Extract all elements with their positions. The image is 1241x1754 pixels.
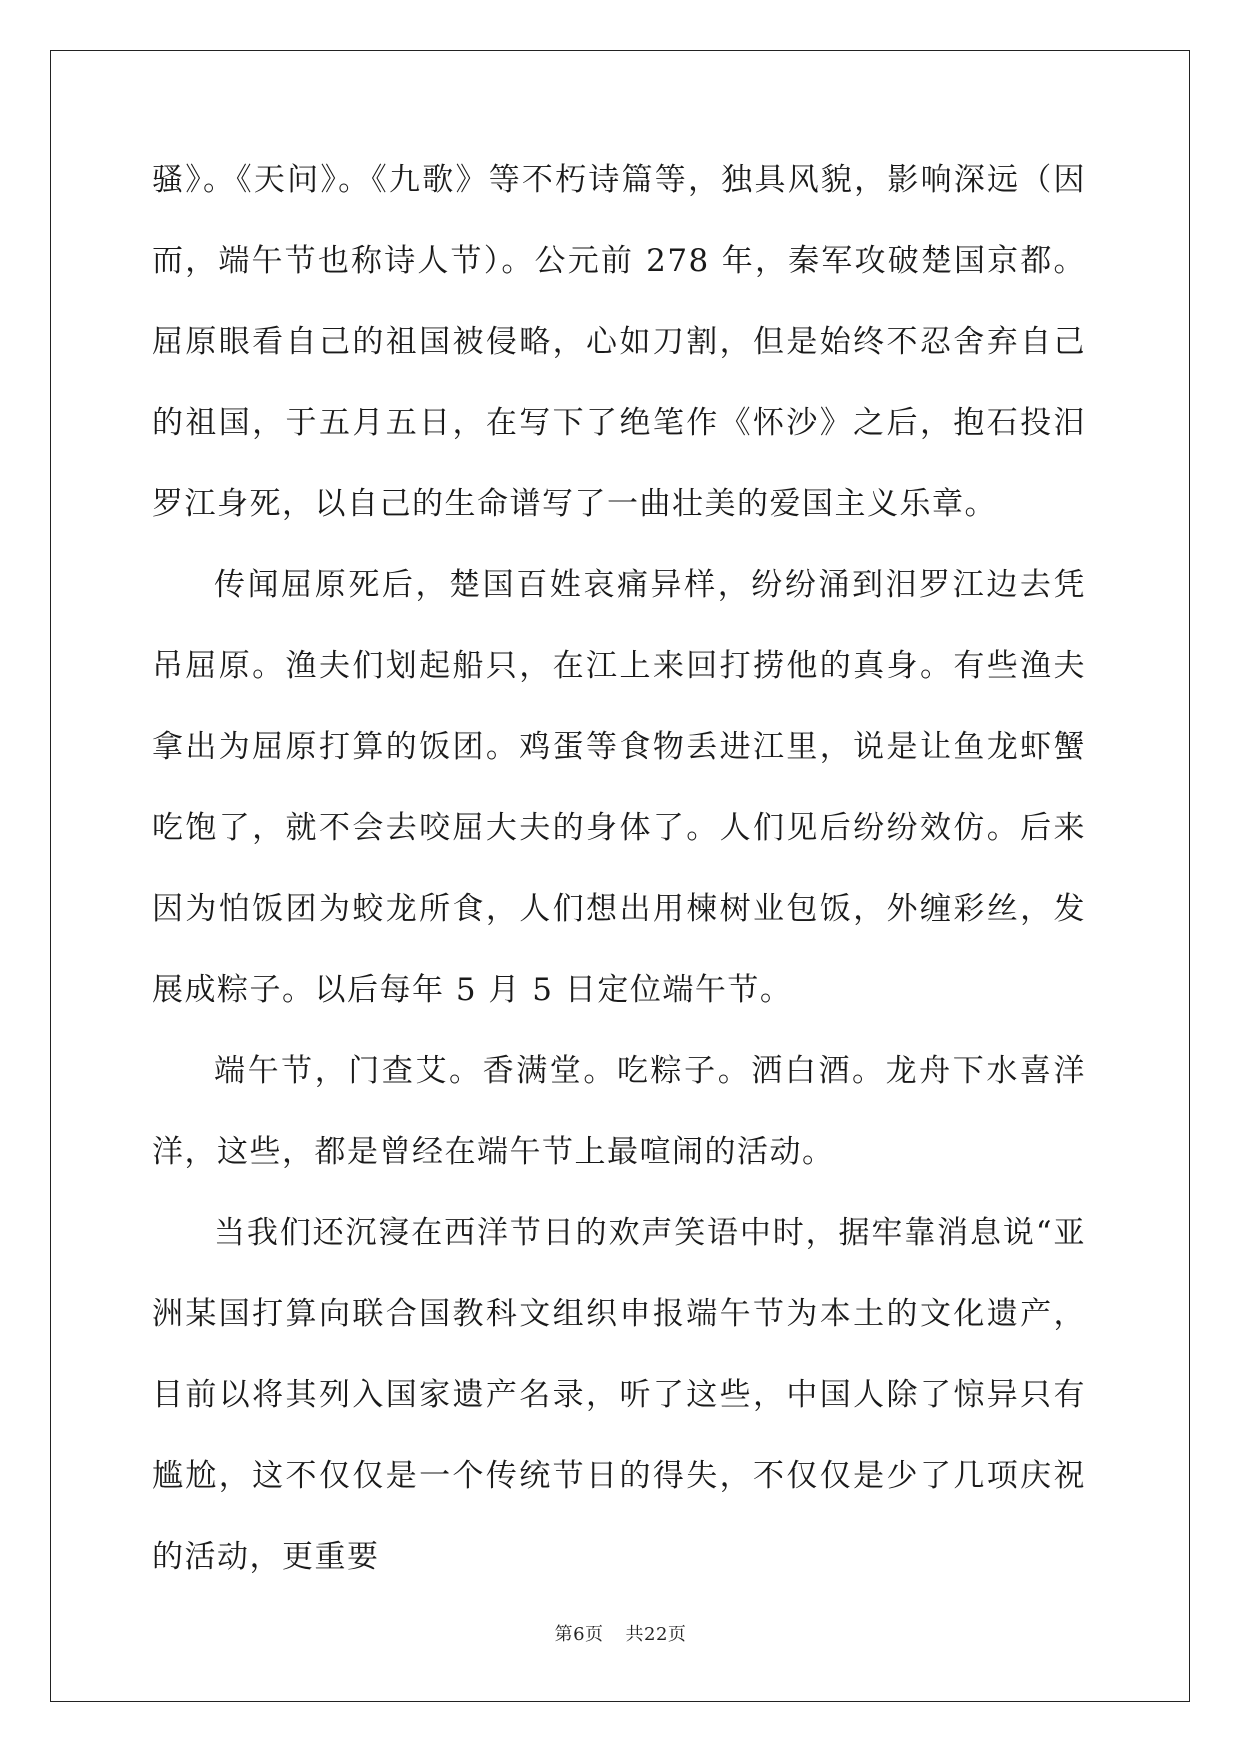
paragraph-1: 骚》。《天问》。《九歌》等不朽诗篇等，独具风貌，影响深远（因而，端午节也称诗人节）。公元前 278 年，秦军攻破楚国京都。屈原眼看自己的祖国被侵略，心如刀割，但是始终不忍舍弃自己的祖国，于五月五日，在写下了绝笔作《怀沙》之后，抱石投汨罗江身死，以自己的生命谱写了一曲壮美的爱国主义乐章。 <box>152 162 1086 522</box>
paragraph-4: 当我们还沉寖在西洋节日的欢声笑语中时，据牢靠消息说“亚洲某国打算向联合国教科文组织申报端午节为本土的文化遗产，目前以将其列入国家遗产名录，听了这些，中国人除了惊异只有尴尬，这不仅仅是一个传统节日的得失，不仅仅是少了几项庆祝的活动，更重要 <box>152 1215 1086 1575</box>
page-prefix: 第 <box>554 1624 574 1645</box>
total-suffix: 页 <box>667 1624 687 1645</box>
paragraph-3: 端午节，门查艾。香满堂。吃粽子。洒白酒。龙舟下水喜洋洋，这些，都是曾经在端午节上最喧闹的活动。 <box>152 1053 1086 1170</box>
page-number: 6 <box>573 1624 586 1645</box>
total-pages: 22 <box>644 1624 668 1645</box>
page-suffix: 页 <box>585 1624 604 1645</box>
total-prefix: 共 <box>625 1624 645 1645</box>
page-footer <box>0 1620 1241 1646</box>
document-body <box>152 140 1086 1598</box>
paragraph-2: 传闻屈原死后，楚国百姓哀痛异样，纷纷涌到汨罗江边去凭吊屈原。渔夫们划起船只，在江上来回打捞他的真身。有些渔夫拿出为屈原打算的饭团。鸡蛋等食物丢进江里，说是让鱼龙虾蟹吃饱了，就不会去咬屈大夫的身体了。人们见后纷纷效仿。后来因为怕饭团为蛟龙所食，人们想出用楝树业包饭，外缠彩丝，发展成粽子。以后每年 5 月 5 日定位端午节。 <box>152 567 1086 1008</box>
